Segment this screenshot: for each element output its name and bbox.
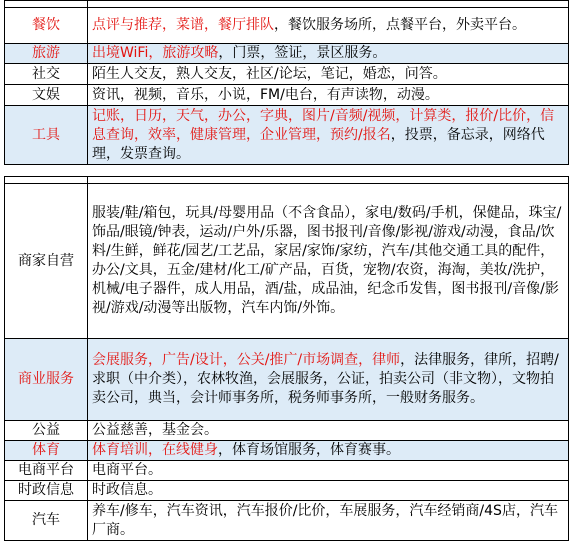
category-label: 文娱 — [32, 86, 60, 103]
table-row — [5, 461, 569, 481]
table-row — [5, 481, 569, 501]
regular-items: ，体育场馆服务，体育赛事。 — [218, 442, 400, 458]
highlighted-items: 体育培训，在线健身 — [92, 442, 218, 458]
regular-items: 陌生人交友，熟人交友，社区/论坛，笔记，婚恋，问答。 — [92, 65, 447, 82]
description-cell — [88, 481, 569, 501]
category-table-top — [4, 0, 569, 165]
category-label: 餐饮 — [32, 17, 60, 33]
description-cell — [88, 106, 569, 165]
regular-items: 公益慈善，基金会。 — [92, 422, 218, 438]
category-label: 时政信息 — [18, 482, 74, 498]
regular-items: 养车/修车，汽车资讯，汽车报价/比价，车展服务，汽车经销商/4S店，汽车厂商。 — [92, 502, 558, 538]
category-cell — [5, 461, 88, 481]
category-label: 旅游 — [32, 45, 60, 61]
table-row — [5, 1, 569, 8]
table-row — [5, 177, 569, 184]
description-cell — [88, 44, 569, 64]
table-row — [5, 421, 569, 441]
category-label: 社交 — [32, 65, 60, 82]
table-row — [5, 184, 569, 339]
highlighted-items: 出境WiFi，旅游攻略 — [92, 45, 219, 61]
highlighted-items: 会展服务，广告/设计，公关/推广/市场调查，律师 — [92, 352, 401, 368]
category-label: 工具 — [32, 126, 60, 143]
regular-items: ，投票，备忘录，网络代理，发票查询。 — [92, 126, 545, 162]
description-cell — [88, 85, 569, 106]
category-cell — [5, 64, 88, 85]
regular-items: ，餐饮服务场所，点餐平台，外卖平台。 — [274, 17, 526, 33]
description-cell — [88, 184, 569, 339]
regular-items: 服装/鞋/箱包，玩具/母婴用品（不含食品），家电/数码/手机，保健品，珠宝/饰品/眼镜/钟表，运动/户外/乐器，图书报刊/音像/影视/游戏/动漫，食品/饮料/生鲜，鲜花/园艺/工艺品，家居/家饰/家纺，汽车/其他交通工具的配件，办公/文具，五金/建材/化工/矿产品，百货，宠物/农资，海淘，美妆/洗护，机械/电子器件，成人用品，酒/盐，成品油，纪念币发售，图书报刊/音像/影视/游戏/动漫等出版物，汽车内饰/外饰。 — [92, 205, 562, 316]
category-cell — [5, 184, 88, 339]
regular-items: 电商平台。 — [92, 462, 162, 478]
description-cell — [88, 461, 569, 481]
regular-items: 资讯，视频，音乐，小说，FM/电台，有声读物，动漫。 — [92, 86, 439, 103]
category-label: 电商平台 — [18, 462, 74, 478]
highlighted-items: 记账，日历，天气，办公，字典，图片/音频/视频，计算类，报价/比价，信息查询，效率，健康管理，企业管理，预约/报名 — [92, 107, 555, 143]
table-row — [5, 441, 569, 461]
category-cell — [5, 481, 88, 501]
table-row — [5, 85, 569, 106]
table-row — [5, 44, 569, 64]
category-cell — [5, 441, 88, 461]
category-label: 公益 — [32, 422, 60, 438]
category-cell — [5, 106, 88, 165]
description-cell — [88, 421, 569, 441]
category-cell — [5, 421, 88, 441]
category-cell — [5, 339, 88, 421]
category-cell — [5, 44, 88, 64]
description-cell — [88, 339, 569, 421]
regular-items: ，门票，签证，景区服务。 — [218, 45, 387, 61]
table-row — [5, 501, 569, 541]
category-label: 商家自营 — [18, 252, 74, 269]
regular-items: ，法律服务，律所，招聘/求职（中介类），农林牧渔，会展服务，公证，拍卖公司（非文物），文物拍卖公司，典当，会计师事务所，税务师事务所，一般财务服务。 — [92, 352, 559, 406]
category-cell — [5, 8, 88, 44]
category-cell — [5, 501, 88, 541]
category-label: 汽车 — [32, 512, 60, 528]
table-row — [5, 64, 569, 85]
category-label: 商业服务 — [18, 371, 74, 387]
description-cell — [88, 64, 569, 85]
category-label: 体育 — [32, 442, 60, 458]
table-row — [5, 8, 569, 44]
regular-items: 时政信息。 — [92, 482, 162, 498]
table-row — [5, 106, 569, 165]
description-cell — [88, 501, 569, 541]
highlighted-items: 点评与推荐，菜谱，餐厅排队 — [92, 17, 274, 33]
category-table-bottom — [4, 176, 569, 541]
description-cell — [88, 8, 569, 44]
category-cell — [5, 85, 88, 106]
table-row — [5, 339, 569, 421]
description-cell — [88, 441, 569, 461]
